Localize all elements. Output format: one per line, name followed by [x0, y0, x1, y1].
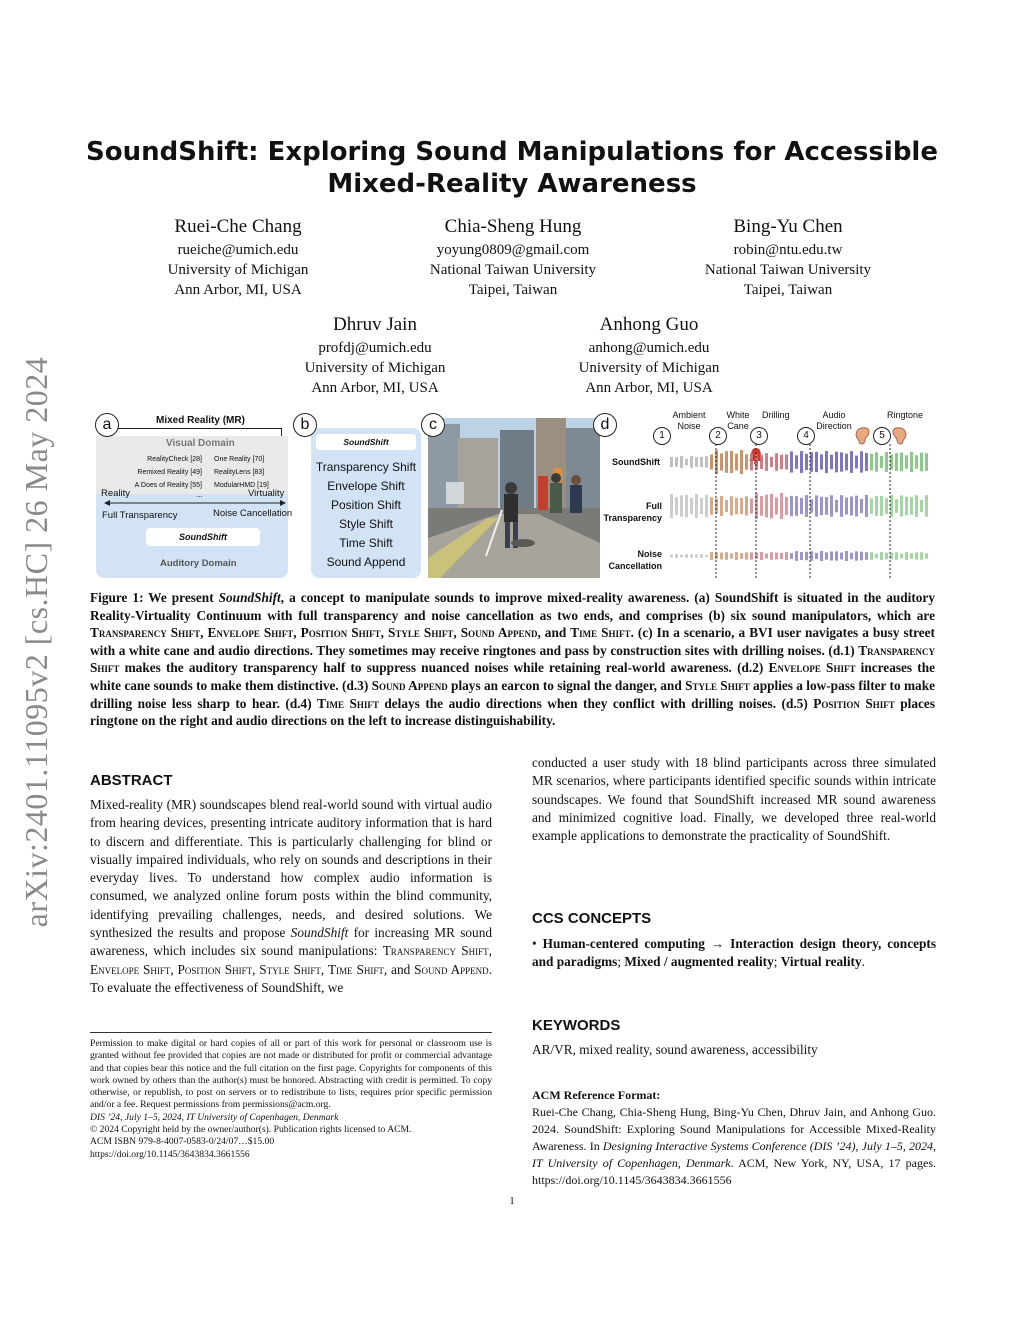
ear-icon — [890, 424, 910, 446]
waveform-bar — [885, 498, 888, 514]
ref-item: RealityLens [83] — [214, 469, 265, 476]
waveform-bar — [685, 554, 688, 558]
caption-emphasis: SoundShift — [218, 590, 281, 605]
waveform-bar — [835, 551, 838, 560]
waveform-bar — [680, 555, 683, 557]
waveform-bar — [860, 499, 863, 513]
waveform-bar — [670, 555, 673, 558]
abstract-term: Position Shift — [177, 961, 253, 977]
acm-ref-heading: ACM Reference Format: — [532, 1088, 661, 1102]
waveform-bar — [685, 495, 688, 517]
manipulator-item: Time Shift — [339, 536, 393, 550]
waveform-bar — [730, 451, 733, 473]
waveform-bar — [775, 553, 778, 560]
waveform-bar — [790, 496, 793, 516]
waveform-bar — [800, 498, 803, 514]
row-label-full-transparency: Full Transparency — [603, 501, 662, 523]
waveform-bar — [900, 453, 903, 472]
author-block — [519, 312, 779, 398]
panel-label-c: c — [421, 413, 445, 437]
waveform-bar — [855, 456, 858, 469]
waveform-bar — [770, 494, 773, 518]
waveform-bar — [775, 497, 778, 514]
reality-virtuality-arrow — [104, 499, 286, 507]
author-email: rueiche@umich.edu — [177, 242, 299, 258]
waveform-bar — [865, 453, 868, 471]
paper-title — [0, 136, 1024, 200]
waveform-bar — [925, 453, 928, 471]
waveform-bar — [840, 452, 843, 471]
waveform-bar — [860, 451, 863, 472]
figure-caption — [90, 589, 935, 730]
row-label-noise-cancellation: Noise Cancellation — [608, 549, 662, 571]
manipulator-item: Position Shift — [330, 498, 402, 512]
ref-item: Remixed Reality [49] — [137, 469, 202, 476]
waveform-bar — [740, 450, 743, 474]
waveform-bar — [915, 455, 918, 469]
caption-term: Position Shift — [300, 625, 381, 641]
waveform-bar — [830, 551, 833, 560]
author-block — [108, 214, 368, 300]
author-name: Anhong Guo — [599, 314, 699, 335]
author-block — [383, 214, 643, 300]
waveform-bar — [785, 552, 788, 560]
author-affiliation: National Taiwan University — [429, 262, 597, 278]
caption-text: makes the auditory transparency half to suppress nuanced noises while retaining real-world awareness. (d.2) — [119, 660, 769, 676]
abstract-term: Style Shift — [259, 961, 321, 977]
abstract-term: Time Shift — [328, 961, 384, 977]
ref-item: ModularHMD [19] — [214, 482, 269, 489]
caption-sep: , — [380, 625, 389, 641]
caption-sep: , — [200, 625, 208, 641]
waveform-bar — [725, 451, 728, 473]
panel-label-a: a — [95, 413, 119, 437]
waveform-bar — [790, 553, 793, 559]
abstract-text: for increasing MR sound awareness, which includes six sound manipulations: — [90, 925, 492, 959]
waveform-bar — [670, 494, 673, 518]
noise-cancellation-label: Noise Cancellation — [213, 508, 293, 519]
page-number: 1 — [509, 1195, 515, 1207]
waveform-bar — [920, 453, 923, 472]
ear-icon — [852, 424, 872, 446]
waveform-bar — [735, 498, 738, 514]
author-email: profdj@umich.edu — [318, 340, 432, 356]
conference-line: DIS ’24, July 1–5, 2024, IT University of Copenhagen, Denmark — [90, 1111, 339, 1123]
arxiv-stamp: arXiv:2401.11095v2 [cs.HC] 26 May 2024 — [18, 356, 54, 928]
waveform-bar — [865, 552, 868, 560]
manipulator-item: Transparency Shift — [315, 460, 417, 474]
waveform-bar — [905, 552, 908, 560]
waveform-bar — [815, 495, 818, 516]
abstract-text: . To evaluate the effectiveness of SoundShift, we — [90, 961, 493, 995]
waveform-bar — [910, 553, 913, 559]
waveform-bar — [695, 554, 698, 557]
manipulator-list — [311, 458, 421, 572]
waveform-bar — [780, 455, 783, 469]
manipulator-item: Envelope Shift — [327, 479, 405, 493]
waveform-bar — [770, 457, 773, 467]
manipulators-header: SoundShift — [316, 434, 416, 450]
acm-ref-text: Ruei-Che Chang, Chia-Sheng Hung, Bing-Yu Chen, Dhruv Jain, and Anhong Guo. 2024. SoundShift: Exploring Sound Manipulations for Accessible Mixed-Reality Awareness. In — [532, 1105, 936, 1153]
waveform-plot — [668, 444, 933, 580]
waveform-bar — [740, 498, 743, 514]
abstract-text: Mixed-reality (MR) soundscapes blend real-world sound with virtual audio from hearing devices, presenting intricate auditory information that is hard to discern and differentiate. This is particularly challenging for blind or visually impaired individuals, who rely on sounds and descriptions in their everyday lives. To understand how complex audio information is consumed, we analyzed online forum posts within the blind community, identifying prevailing challenges, needs, and desired solutions. We synthesized the results and propose — [90, 797, 492, 941]
caption-text: Figure 1: We present — [90, 590, 219, 605]
acm-ref-venue: Designing Interactive Systems Conference (DIS ’24), July 1–5, 2024, IT University of Copenhagen, Denmark — [532, 1139, 936, 1170]
waveform-bar — [700, 554, 703, 558]
waveform-bar — [675, 554, 678, 558]
ccs-body — [532, 935, 936, 972]
waveform-bar — [785, 454, 788, 469]
waveform-bar — [695, 494, 698, 518]
waveform-bar — [880, 456, 883, 468]
marker-1: 1 — [653, 427, 671, 445]
waveform-bar — [820, 454, 823, 469]
visual-domain-label: Visual Domain — [166, 438, 235, 449]
waveform-bar — [825, 451, 828, 473]
abstract-term: Transparency Shift — [382, 943, 489, 959]
waveform-bar — [830, 455, 833, 470]
waveform-bar — [900, 495, 903, 516]
waveform-bar — [750, 453, 753, 470]
waveform-bar — [875, 554, 878, 559]
waveform-bar — [790, 451, 793, 472]
auditory-domain-label: Auditory Domain — [160, 558, 237, 569]
title-line-1: SoundShift: Exploring Sound Manipulations for Accessible — [86, 137, 938, 167]
author-name: Dhruv Jain — [333, 314, 417, 335]
street-scene-illustration — [428, 418, 600, 578]
ccs-term: Virtual reality — [780, 954, 862, 970]
ccs-sep: ; — [617, 954, 625, 970]
reality-label: Reality — [101, 488, 131, 499]
waveform-bar — [750, 498, 753, 513]
author-location: Ann Arbor, MI, USA — [174, 282, 302, 298]
waveform-bar — [805, 495, 808, 517]
marker-3: 3 — [750, 427, 768, 445]
caption-sep: , — [293, 625, 301, 641]
waveform-bar — [735, 454, 738, 471]
waveform-bar — [720, 496, 723, 516]
virtuality-label: Virtuality — [248, 488, 285, 499]
permission-text: Permission to make digital or hard copies of all or part of this work for personal or classroom use is granted without fee provided that copies are not made or distributed for profit or commercial advantage and that copies bear this notice and the full citation on the first page. Copyrights for components of this work owned by others than the author(s) must be honored. Abstracting with credit is permitted. To copy otherwise, or republish, to post on servers or to redistribute to lists, requires prior specific permission and/or a fee. Request permissions from permissions@acm.org. — [90, 1038, 492, 1111]
caption-term: Envelope Shift — [768, 660, 856, 676]
waveform-bar — [785, 497, 788, 515]
abstract-sep: , — [252, 961, 260, 977]
caption-text: , a concept to manipulate sounds to improve mixed-reality awareness. (a) SoundShift is situated in the auditory Reality-Virtuality Continuum with full transparency and noise cancellation as two ends, and comprises (b) six sound manipulators, which are — [90, 590, 935, 623]
caption-sep: , and — [537, 625, 571, 641]
waveform-bar — [680, 495, 683, 516]
ref-item: RealityCheck [28] — [147, 456, 202, 463]
marker-5: 5 — [873, 427, 891, 445]
waveform-bar — [870, 498, 873, 513]
ccs-term: Human-centered computing — [542, 936, 705, 951]
waveform-bar — [860, 552, 863, 561]
caption-term: Transparency Shift — [90, 625, 201, 641]
author-affiliation: National Taiwan University — [704, 262, 872, 278]
waveform-bar — [795, 496, 798, 516]
waveform-bar — [845, 454, 848, 471]
waveform-bar — [760, 455, 763, 469]
waveform-bar — [685, 459, 688, 466]
caption-text: delays the audio directions when they conflict with drilling noises. (d.5) — [378, 695, 814, 711]
waveform-bar — [700, 498, 703, 514]
author-affiliation: University of Michigan — [167, 262, 309, 278]
waveform-bar — [730, 496, 733, 515]
author-name: Bing-Yu Chen — [733, 216, 843, 237]
waveform-bar — [745, 552, 748, 559]
waveform-bar — [700, 457, 703, 467]
ccs-term: Interaction design theory, concepts and paradigms — [532, 936, 937, 970]
abstract-term: Sound Append — [414, 961, 489, 977]
waveform-bar — [780, 553, 783, 559]
waveform-bar — [840, 553, 843, 560]
waveform-bar — [915, 495, 918, 517]
waveform-bar — [835, 452, 838, 473]
copyright-line: © 2024 Copyright held by the owner/author(s). Publication rights licensed to ACM. — [90, 1124, 412, 1136]
waveform-bar — [820, 497, 823, 515]
ccs-arrow: → — [704, 936, 731, 951]
waveform-bar — [835, 500, 838, 513]
full-transparency-label: Full Transparency — [102, 510, 178, 521]
author-location: Taipei, Taiwan — [743, 282, 833, 298]
waveform-bar — [795, 551, 798, 561]
waveform-bar — [820, 551, 823, 561]
waveform-bar — [925, 495, 928, 517]
ellipsis: ... — [196, 490, 203, 499]
waveform-bar — [705, 456, 708, 467]
visual-refs-left — [120, 453, 202, 492]
waveform-bar — [895, 552, 898, 560]
waveform-bar — [745, 496, 748, 515]
waveform-bar — [880, 552, 883, 560]
abstract-sep: , — [320, 961, 329, 977]
waveform-bar — [880, 496, 883, 516]
waveform-bar — [805, 552, 808, 560]
author-name: Chia-Sheng Hung — [444, 216, 582, 237]
waveform-bar — [805, 454, 808, 470]
waveform-bar — [745, 454, 748, 470]
waveform-bar — [885, 452, 888, 472]
waveform-bar — [725, 552, 728, 560]
waveform-bar — [720, 553, 723, 560]
waveform-bar — [705, 495, 708, 517]
ccs-end: . — [861, 954, 865, 970]
author-block — [658, 214, 918, 300]
caption-term: Transparency Shift — [90, 642, 935, 676]
column-ringtone: Ringtone — [887, 410, 924, 420]
waveform-bar — [910, 452, 913, 472]
waveform-bar — [675, 497, 678, 515]
waveform-bar — [910, 497, 913, 514]
author-location: Ann Arbor, MI, USA — [311, 380, 439, 396]
waveform-bar — [730, 553, 733, 558]
waveform-bar — [895, 499, 898, 513]
waveform-bar — [855, 551, 858, 560]
waveform-bar — [800, 451, 803, 473]
manipulator-item: Style Shift — [338, 517, 394, 531]
waveform-bar — [875, 496, 878, 516]
waveform-bar — [670, 457, 673, 467]
waveform-bar — [710, 552, 713, 560]
waveform-bar — [760, 496, 763, 516]
waveform-bar — [710, 497, 713, 515]
caption-sep: , — [453, 625, 461, 641]
author-affiliation: University of Michigan — [578, 360, 720, 376]
abstract-term: Envelope Shift — [90, 961, 171, 977]
caption-text: places ringtone on the right and audio directions on the left to increase distinguishability. — [90, 695, 935, 729]
waveform-bar — [850, 553, 853, 560]
abstract-body — [90, 796, 492, 997]
waveform-bar — [720, 453, 723, 470]
waveform-bar — [750, 552, 753, 559]
waveform-bar — [690, 554, 693, 557]
isbn-line: ACM ISBN 979-8-4007-0583-0/24/07…$15.00 — [90, 1136, 275, 1148]
manipulator-item: Sound Append — [326, 555, 406, 569]
waveform-bar — [800, 552, 803, 560]
author-block — [245, 312, 505, 398]
waveform-bar — [765, 495, 768, 518]
waveform-bar — [765, 553, 768, 558]
author-email: anhong@umich.edu — [588, 340, 710, 356]
keywords-heading: KEYWORDS — [532, 1017, 621, 1034]
ref-item: One Reality [70] — [214, 456, 265, 463]
waveform-bar — [850, 451, 853, 473]
soundshift-chip: SoundShift — [146, 528, 260, 546]
waveform-bar — [770, 552, 773, 560]
column-drilling: Drilling — [762, 410, 790, 420]
caption-term: Style Shift — [388, 625, 454, 641]
panel-label-d: d — [593, 413, 617, 437]
abstract-emphasis: SoundShift — [290, 925, 349, 941]
waveform-bar — [710, 454, 713, 469]
waveform-bar — [690, 456, 693, 468]
waveform-bar — [865, 495, 868, 517]
waveform-bar — [895, 453, 898, 471]
caption-text: applies a low-pass filter to make drilling noise less sharp to hear. (d.4) — [90, 677, 936, 711]
waveform-bar — [725, 500, 728, 512]
waveform-bar — [900, 554, 903, 559]
waveform-bar — [845, 551, 848, 561]
waveform-bar — [845, 498, 848, 515]
waveform-bar — [885, 553, 888, 559]
ccs-sep: ; — [773, 954, 781, 970]
caption-term: Envelope Shift — [207, 625, 294, 641]
caption-text: increases the white cane sounds to make them distinctive. (d.3) — [90, 660, 936, 693]
abstract-heading: ABSTRACT — [90, 772, 173, 789]
waveform-bar — [815, 553, 818, 559]
waveform-bar — [870, 454, 873, 471]
author-name: Ruei-Che Chang — [174, 216, 302, 237]
waveform-bar — [690, 498, 693, 514]
waveform-bar — [840, 495, 843, 517]
waveform-bar — [705, 555, 708, 557]
keywords-text: AR/VR, mixed reality, sound awareness, accessibility — [532, 1042, 818, 1057]
acm-ref-text: . ACM, New York, NY, USA, 17 pages. https://doi.org/10.1145/3643834.3661556 — [532, 1156, 936, 1187]
waveform-bar — [740, 553, 743, 559]
waveform-bar — [915, 552, 918, 559]
visual-refs-right — [214, 453, 269, 492]
waveform-bar — [905, 455, 908, 468]
waveform-bar — [675, 457, 678, 466]
waveform-bar — [780, 493, 783, 519]
caption-term: Time Shift — [317, 695, 379, 711]
ccs-bullet: • — [532, 936, 537, 951]
waveform-bar — [760, 552, 763, 560]
waveform-bar — [695, 457, 698, 466]
author-location: Taipei, Taiwan — [468, 282, 558, 298]
caption-text: plays an earcon to signal the danger, and — [447, 677, 686, 693]
abstract-sep: , — [488, 943, 492, 959]
caption-term: Sound Append — [460, 625, 538, 641]
waveform-bar — [920, 552, 923, 559]
teaser-figure — [90, 408, 935, 580]
waveform-bar — [830, 495, 833, 516]
acm-ref-body — [532, 1104, 936, 1189]
waveform-bar — [850, 496, 853, 515]
column-audio-direction: Audio Direction — [816, 410, 852, 431]
abstract-continued: conducted a user study with 18 blind participants across three simulated MR scenarios, where participants identified specific sounds within intricate soundscapes. We found that SoundShift increased MR sound awareness and minimized cognitive load. Finally, we developed three real-world example applications to demonstrate the practicality of SoundShift. — [532, 755, 936, 844]
waveform-bar — [735, 552, 738, 560]
panel-label-b: b — [293, 413, 317, 437]
waveform-bar — [920, 500, 923, 512]
author-affiliation: University of Michigan — [304, 360, 446, 376]
author-location: Ann Arbor, MI, USA — [585, 380, 713, 396]
marker-4: 4 — [797, 427, 815, 445]
caption-term: Style Shift — [685, 677, 750, 693]
caption-term: Time Shift — [570, 625, 631, 641]
caption-term: Position Shift — [813, 695, 895, 711]
waveform-bar — [825, 497, 828, 515]
ref-item: A Does of Reality [55] — [134, 482, 202, 489]
caption-term: Sound Append — [371, 677, 448, 693]
mixed-reality-title: Mixed Reality (MR) — [156, 415, 245, 426]
column-white-cane: White Cane — [726, 410, 750, 431]
author-email: robin@ntu.edu.tw — [733, 242, 843, 258]
permission-footnote — [90, 1038, 492, 1161]
author-email: yoyung0809@gmail.com — [436, 242, 590, 258]
waveform-bar — [775, 453, 778, 471]
column-ambient-noise: Ambient Noise — [672, 410, 706, 431]
waveform-bar — [855, 496, 858, 517]
mixed-reality-bracket — [108, 428, 282, 436]
waveform-bar — [765, 453, 768, 471]
waveform-bar — [875, 452, 878, 471]
row-label-soundshift: SoundShift — [612, 457, 660, 467]
title-line-2: Mixed-Reality Awareness — [327, 169, 697, 199]
abstract-sep: , and — [383, 961, 415, 977]
waveform-bar — [815, 452, 818, 472]
ccs-term: Mixed / augmented reality — [624, 954, 774, 970]
waveform-bar — [825, 552, 828, 559]
waveform-bar — [870, 552, 873, 560]
ccs-heading: CCS CONCEPTS — [532, 910, 652, 927]
marker-2: 2 — [709, 427, 727, 445]
caption-text: . (c) In a scenario, a BVI user navigates a busy street with a white cane and audio directions. They sometimes may receive ringtones and pass by construction sites with drilling noises. (d.1) — [90, 625, 935, 658]
waveform-bar — [795, 455, 798, 468]
doi-line: https://doi.org/10.1145/3643834.3661556 — [90, 1148, 250, 1160]
footnote-rule — [90, 1032, 492, 1033]
waveform-bar — [905, 497, 908, 516]
waveform-bar — [925, 553, 928, 558]
waveform-bar — [680, 456, 683, 468]
abstract-sep: , — [170, 961, 178, 977]
